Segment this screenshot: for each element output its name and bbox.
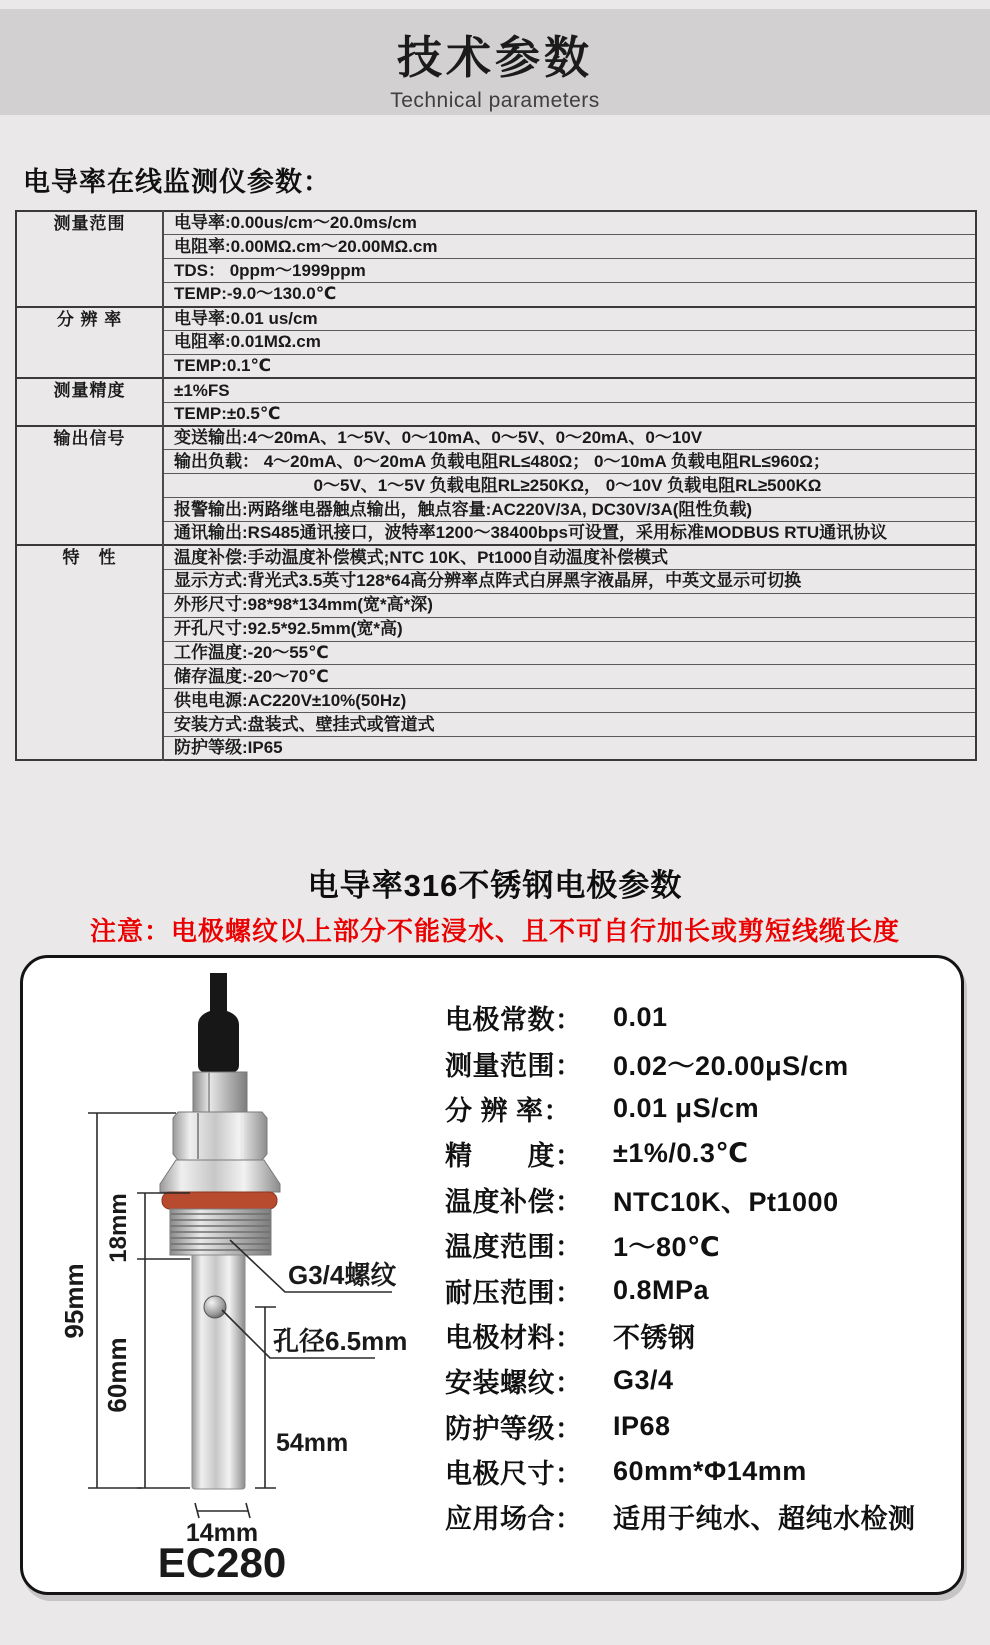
electrode-spec-value: 60mm*Φ14mm: [613, 1456, 807, 1487]
monitor-section-heading: 电导率在线监测仪参数：: [23, 167, 331, 197]
flange: [160, 1160, 280, 1192]
electrode-spec-value: 0.01 μS/cm: [613, 1092, 760, 1123]
table-category-cell: 测量范围: [16, 211, 163, 307]
model-label: EC280: [157, 1539, 287, 1586]
electrode-spec-row: [445, 1267, 950, 1312]
electrode-spec-row: [445, 1404, 950, 1449]
table-value-cell: 通讯输出:RS485通讯接口，波特率1200～38400bps可设置，采用标准MODBUS RTU通讯协议: [163, 522, 976, 546]
cable: [198, 973, 239, 1072]
monitor-spec-table: [15, 210, 977, 761]
electrode-spec-row: [445, 1086, 950, 1131]
warning-text: 注意：电极螺纹以上部分不能浸水、且不可自行加长或剪短线缆长度: [89, 916, 900, 946]
table-value-cell: 电阻率:0.00MΩ.cm～20.00MΩ.cm: [163, 235, 976, 259]
dim-width-label: 14mm: [185, 1519, 259, 1547]
o-ring: [162, 1192, 277, 1209]
dim-upper-label: 18mm: [105, 1193, 132, 1263]
table-value-cell: 报警输出:两路继电器触点输出，触点容量:AC220V/3A, DC30V/3A(阻性负载): [163, 498, 976, 522]
table-value-cell: 温度补偿:手动温度补偿模式;NTC 10K、Pt1000自动温度补偿模式: [163, 545, 976, 569]
probe-body: [192, 1255, 245, 1489]
table-category-cell: 分 辨 率: [16, 307, 163, 379]
table-category-cell: 特 性: [16, 545, 163, 760]
table-value-cell: TEMP:±0.5℃: [163, 402, 976, 426]
electrode-spec-value: 0.01: [613, 1002, 668, 1033]
table-value-cell: 显示方式:背光式3.5英寸128*64高分辨率点阵式白屏黑字液晶屏，中英文显示可切换: [163, 569, 976, 593]
table-value-cell: 安装方式:盘装式、壁挂式或管道式: [163, 713, 976, 737]
electrode-spec-label: 电极尺寸：: [445, 1459, 583, 1490]
table-row: [16, 545, 976, 569]
electrode-spec-label: 分 辨 率：: [445, 1095, 572, 1126]
electrode-spec-value: 0.02～20.00μS/cm: [613, 1050, 849, 1081]
hex-nut: [173, 1112, 267, 1160]
electrode-spec-row: [445, 1040, 950, 1085]
electrode-spec-row: [445, 995, 950, 1040]
table-value-cell: TEMP:-9.0～130.0℃: [163, 283, 976, 307]
dim-depth-label: 54mm: [276, 1429, 349, 1457]
electrode-spec-value: 适用于纯水、超纯水检测: [613, 1504, 916, 1535]
electrode-spec-row: [445, 1313, 950, 1358]
page-subtitle: Technical parameters: [390, 89, 600, 112]
table-value-cell: 储存温度:-20～70℃: [163, 665, 976, 689]
electrode-diagram: [38, 963, 443, 1591]
table-value-cell: 变送输出:4～20mA、1～5V、0～10mA、0～5V、0～20mA、0～10V: [163, 426, 976, 450]
table-value-cell: 防护等级:IP65: [163, 737, 976, 761]
table-row: [16, 211, 976, 235]
table-value-cell: 开孔尺寸:92.5*92.5mm(宽*高): [163, 617, 976, 641]
electrode-spec-label: 耐压范围：: [445, 1277, 583, 1308]
monitor-spec-table-body: [16, 211, 976, 760]
electrode-spec-row: [445, 1222, 950, 1267]
table-value-cell: 输出负载： 4～20mA、0～20mA 负载电阻RL≤480Ω； 0～10mA 负载电阻RL≤960Ω；: [163, 450, 976, 474]
electrode-spec-label: 安装螺纹：: [445, 1368, 583, 1399]
electrode-spec-row: [445, 1494, 950, 1539]
table-row: [16, 378, 976, 402]
electrode-spec-row: [445, 1177, 950, 1222]
electrode-spec-label: 测量范围：: [445, 1050, 583, 1081]
electrode-section-title: 电导率316不锈钢电极参数: [307, 868, 683, 903]
electrode-spec-value: NTC10K、Pt1000: [613, 1186, 839, 1217]
electrode-spec-label: 温度范围：: [445, 1232, 583, 1263]
table-value-cell: 供电电源:AC220V±10%(50Hz): [163, 689, 976, 713]
electrode-spec-value: IP68: [613, 1410, 671, 1441]
table-category-cell: 输出信号: [16, 426, 163, 545]
gland-nut: [193, 1072, 247, 1112]
electrode-spec-list: [445, 995, 950, 1540]
table-value-cell: TEMP:0.1℃: [163, 354, 976, 378]
table-value-cell: ±1%FS: [163, 378, 976, 402]
electrode-spec-value: 不锈钢: [613, 1322, 696, 1353]
table-value-cell: 工作温度:-20～55℃: [163, 641, 976, 665]
electrode-spec-row: [445, 1449, 950, 1494]
electrode-spec-label: 电极材料：: [445, 1322, 583, 1353]
electrode-spec-value: 0.8MPa: [613, 1274, 710, 1305]
table-value-cell: 电导率:0.01 us/cm: [163, 307, 976, 331]
electrode-spec-row: [445, 1358, 950, 1403]
dim-overall-label: 95mm: [59, 1263, 89, 1339]
page-title: 技术参数: [396, 32, 593, 83]
header-banner: [0, 9, 990, 115]
electrode-spec-label: 电极常数：: [445, 1005, 583, 1036]
electrode-card: [20, 955, 964, 1595]
probe-hole: [204, 1296, 226, 1318]
thread-ridges: [171, 1214, 270, 1250]
electrode-spec-label: 防护等级：: [445, 1413, 583, 1444]
electrode-spec-value: 1～80℃: [613, 1232, 721, 1263]
electrode-spec-label: 精 度：: [445, 1141, 583, 1172]
electrode-spec-value: ±1%/0.3℃: [613, 1138, 749, 1169]
dim-lower-label: 60mm: [102, 1337, 132, 1413]
table-value-cell: 外形尺寸:98*98*134mm(宽*高*深): [163, 593, 976, 617]
thread-callout-label: G3/4螺纹: [288, 1260, 397, 1290]
table-category-cell: 测量精度: [16, 378, 163, 426]
electrode-spec-row: [445, 1131, 950, 1176]
hole-callout-label: 孔径6.5mm: [273, 1326, 408, 1356]
electrode-spec-label: 温度补偿：: [445, 1186, 583, 1217]
table-value-cell: 电导率:0.00us/cm～20.0ms/cm: [163, 211, 976, 235]
table-row: [16, 426, 976, 450]
table-value-cell: 电阻率:0.01MΩ.cm: [163, 330, 976, 354]
table-value-cell: 0～5V、1～5V 负载电阻RL≥250KΩ， 0～10V 负载电阻RL≥500KΩ: [163, 474, 976, 498]
electrode-spec-value: G3/4: [613, 1365, 674, 1396]
table-value-cell: TDS： 0ppm～1999ppm: [163, 259, 976, 283]
electrode-spec-label: 应用场合：: [445, 1504, 583, 1535]
table-row: [16, 307, 976, 331]
